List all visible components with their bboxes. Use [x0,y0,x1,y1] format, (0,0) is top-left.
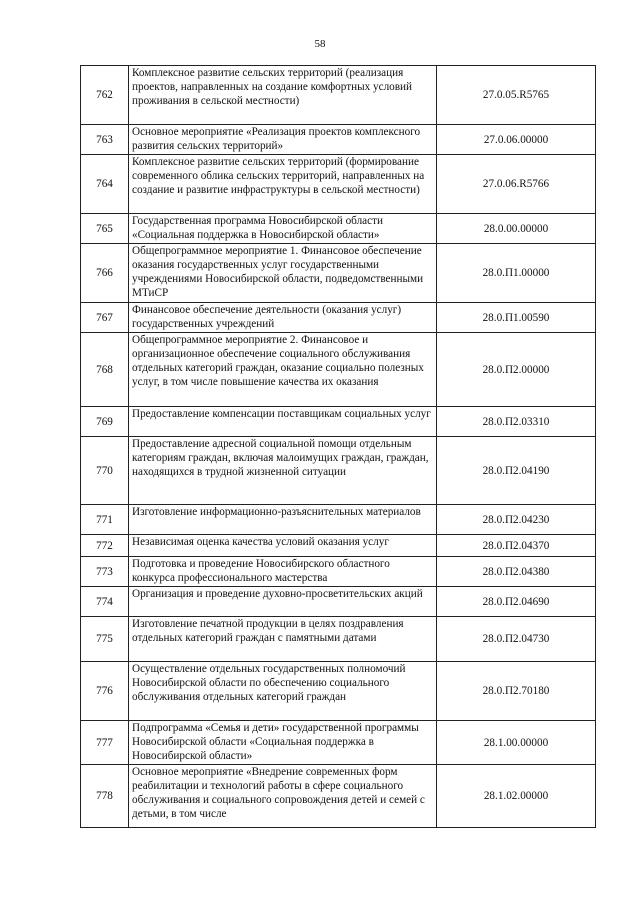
row-code: 28.0.П2.04380 [437,557,596,587]
row-name: Подпрограмма «Семья и дети» государственной программы Новосибирской области «Социальная поддержка в Новосибирской области» [129,721,437,765]
row-code: 28.0.П1.00590 [437,303,596,333]
row-code: 28.0.П2.03310 [437,407,596,437]
row-number: 776 [81,662,129,721]
page-number: 58 [314,38,326,50]
row-number: 762 [81,66,129,125]
table-row [81,407,596,437]
row-number: 777 [81,721,129,765]
table-row [81,437,596,505]
row-name: Изготовление печатной продукции в целях поздравления отдельных категорий граждан с памятными датами [129,617,437,662]
table-row [81,535,596,557]
row-code: 28.0.П2.00000 [437,333,596,407]
row-code: 28.0.П1.00000 [437,244,596,303]
row-name: Организация и проведение духовно-просветительских акций [129,587,437,617]
row-number: 772 [81,535,129,557]
row-code: 28.0.П2.04690 [437,587,596,617]
row-name: Подготовка и проведение Новосибирского областного конкурса профессионального мастерства [129,557,437,587]
table-row [81,557,596,587]
row-number: 778 [81,765,129,828]
row-name: Предоставление адресной социальной помощи отдельным категориям граждан, включая малоимущих граждан, граждан, находящихся в трудной жизненной ситуации [129,437,437,505]
table-row [81,155,596,214]
row-name: Осуществление отдельных государственных полномочий Новосибирской области по обеспечению социального обслуживания отдельных категорий граждан [129,662,437,721]
table-row [81,617,596,662]
table-row [81,721,596,765]
row-number: 770 [81,437,129,505]
row-name: Основное мероприятие «Реализация проектов комплексного развития сельских территорий» [129,125,437,155]
row-code: 28.0.П2.70180 [437,662,596,721]
row-code: 28.0.П2.04190 [437,437,596,505]
row-number: 774 [81,587,129,617]
table-row [81,244,596,303]
table-row [81,214,596,244]
row-name: Комплексное развитие сельских территорий (формирование современного облика сельских территорий, направленных на создание и развитие инфраструктуры в сельской местности) [129,155,437,214]
budget-classification-table [80,65,596,828]
row-number: 768 [81,333,129,407]
row-name: Государственная программа Новосибирской области «Социальная поддержка в Новосибирской области» [129,214,437,244]
row-number: 765 [81,214,129,244]
row-number: 763 [81,125,129,155]
row-code: 28.0.00.00000 [437,214,596,244]
table-row [81,662,596,721]
row-name: Общепрограммное мероприятие 2. Финансовое и организационное обеспечение социального обслуживания отдельных категорий граждан, оказание социально полезных услуг, в том числе повышение качества их оказания [129,333,437,407]
row-number: 771 [81,505,129,535]
row-number: 769 [81,407,129,437]
row-number: 764 [81,155,129,214]
row-code: 28.0.П2.04370 [437,535,596,557]
row-number: 767 [81,303,129,333]
row-name: Общепрограммное мероприятие 1. Финансовое обеспечение оказания государственных услуг государственными учреждениями Новосибирской области, подведомственными МТиСР [129,244,437,303]
row-code: 27.0.06.R5766 [437,155,596,214]
row-code: 27.0.06.00000 [437,125,596,155]
table-row [81,587,596,617]
table-row [81,505,596,535]
row-name: Предоставление компенсации поставщикам социальных услуг [129,407,437,437]
row-name: Основное мероприятие «Внедрение современных форм реабилитации и технологий работы в сфере социального обслуживания и социального сопровождения детей и семей с детьми, в том числе [129,765,437,828]
row-name: Комплексное развитие сельских территорий (реализация проектов, направленных на создание комфортных условий проживания в сельской местности) [129,66,437,125]
table-row [81,333,596,407]
row-code: 27.0.05.R5765 [437,66,596,125]
row-number: 775 [81,617,129,662]
table-row [81,125,596,155]
table-row [81,765,596,828]
row-code: 28.1.02.00000 [437,765,596,828]
row-name: Изготовление информационно-разъяснительных материалов [129,505,437,535]
row-number: 773 [81,557,129,587]
table-body [81,66,596,828]
table-row [81,303,596,333]
row-code: 28.1.00.00000 [437,721,596,765]
table-row [81,66,596,125]
row-name: Независимая оценка качества условий оказания услуг [129,535,437,557]
row-code: 28.0.П2.04230 [437,505,596,535]
row-number: 766 [81,244,129,303]
row-code: 28.0.П2.04730 [437,617,596,662]
row-name: Финансовое обеспечение деятельности (оказания услуг) государственных учреждений [129,303,437,333]
